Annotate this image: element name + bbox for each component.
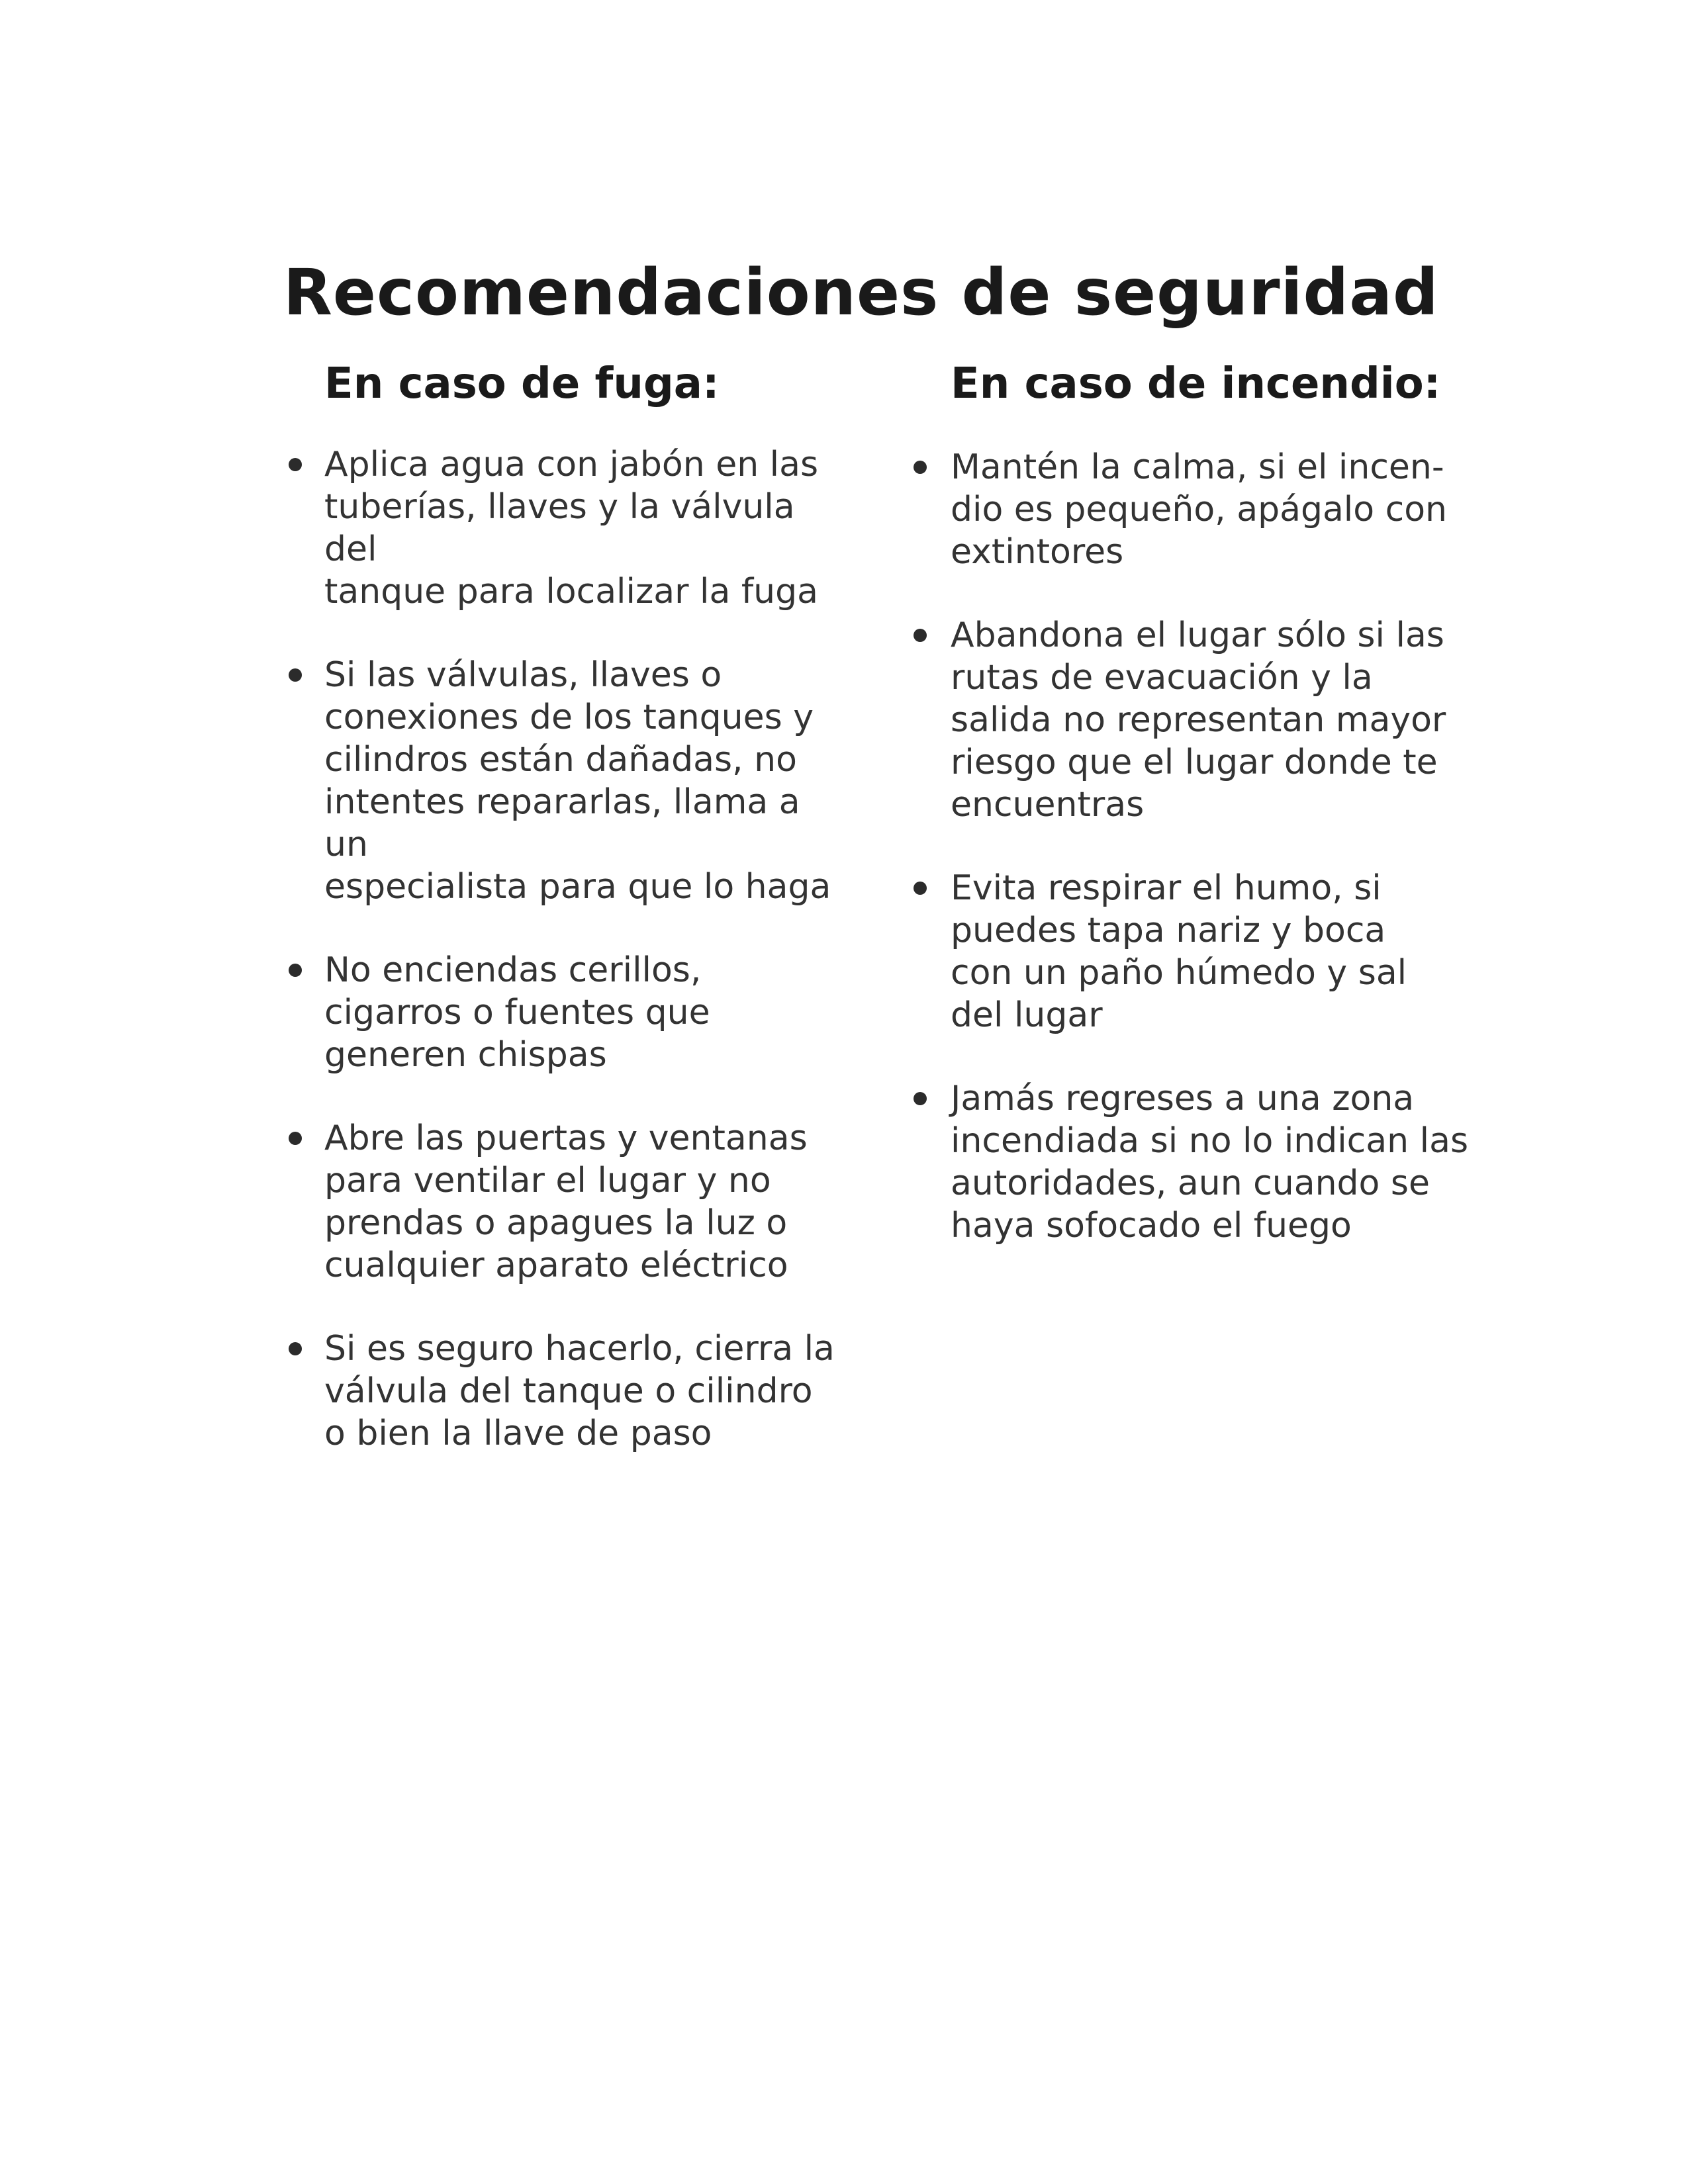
bullet-icon (289, 1132, 302, 1145)
section-heading-fire: En caso de incendio: (951, 359, 1441, 408)
bullet-icon (914, 882, 927, 895)
list-item (908, 1077, 1491, 1247)
bullet-icon (289, 458, 302, 471)
list-item-text: No enciendas cerillos, cigarros o fuentes que generen chispas (324, 950, 710, 1075)
list-item-text: Evita respirar el humo, si puedes tapa nariz y boca con un paño húmedo y sal del lugar (951, 868, 1407, 1035)
fire-section (908, 357, 1491, 1288)
bullet-icon (914, 629, 927, 642)
list-item-text: Jamás regreses a una zona incendiada si no lo indican las autoridades, aun cuando se haya sofocado el fuego (951, 1079, 1469, 1246)
section-heading-leak: En caso de fuga: (324, 359, 720, 408)
list-item-text: Aplica agua con jabón en las tuberías, llaves y la válvula del tanque para localizar la fuga (324, 445, 819, 612)
list-item (283, 443, 853, 613)
list-item-text: Si es seguro hacerlo, cierra la válvula del tanque o cilindro o bien la llave de paso (324, 1329, 835, 1453)
list-item (283, 1328, 853, 1455)
bullet-icon (914, 1092, 927, 1105)
list-item (283, 1117, 853, 1287)
fire-recommendations-list (908, 446, 1491, 1247)
list-item (283, 949, 853, 1076)
list-item (908, 614, 1491, 826)
list-item (283, 654, 853, 908)
list-item-text: Mantén la calma, si el incen- dio es pequeño, apágalo con extintores (951, 447, 1447, 572)
list-item-text: Abre las puertas y ventanas para ventilar el lugar y no prendas o apagues la luz o cualquier aparato eléctrico (324, 1118, 808, 1285)
bullet-icon (289, 668, 302, 682)
list-item (908, 446, 1491, 573)
bullet-icon (289, 964, 302, 977)
leak-section (283, 357, 853, 1496)
page-title: Recomendaciones de seguridad (283, 255, 1439, 330)
bullet-icon (914, 461, 927, 474)
list-item (908, 867, 1491, 1036)
leak-recommendations-list (283, 443, 853, 1455)
list-item-text: Si las válvulas, llaves o conexiones de los tanques y cilindros están dañadas, no intentes repararlas, llama a un especialista para que lo haga (324, 655, 831, 907)
list-item-text: Abandona el lugar sólo si las rutas de evacuación y la salida no representan mayor riesgo que el lugar donde te encuentras (951, 615, 1446, 825)
bullet-icon (289, 1342, 302, 1355)
